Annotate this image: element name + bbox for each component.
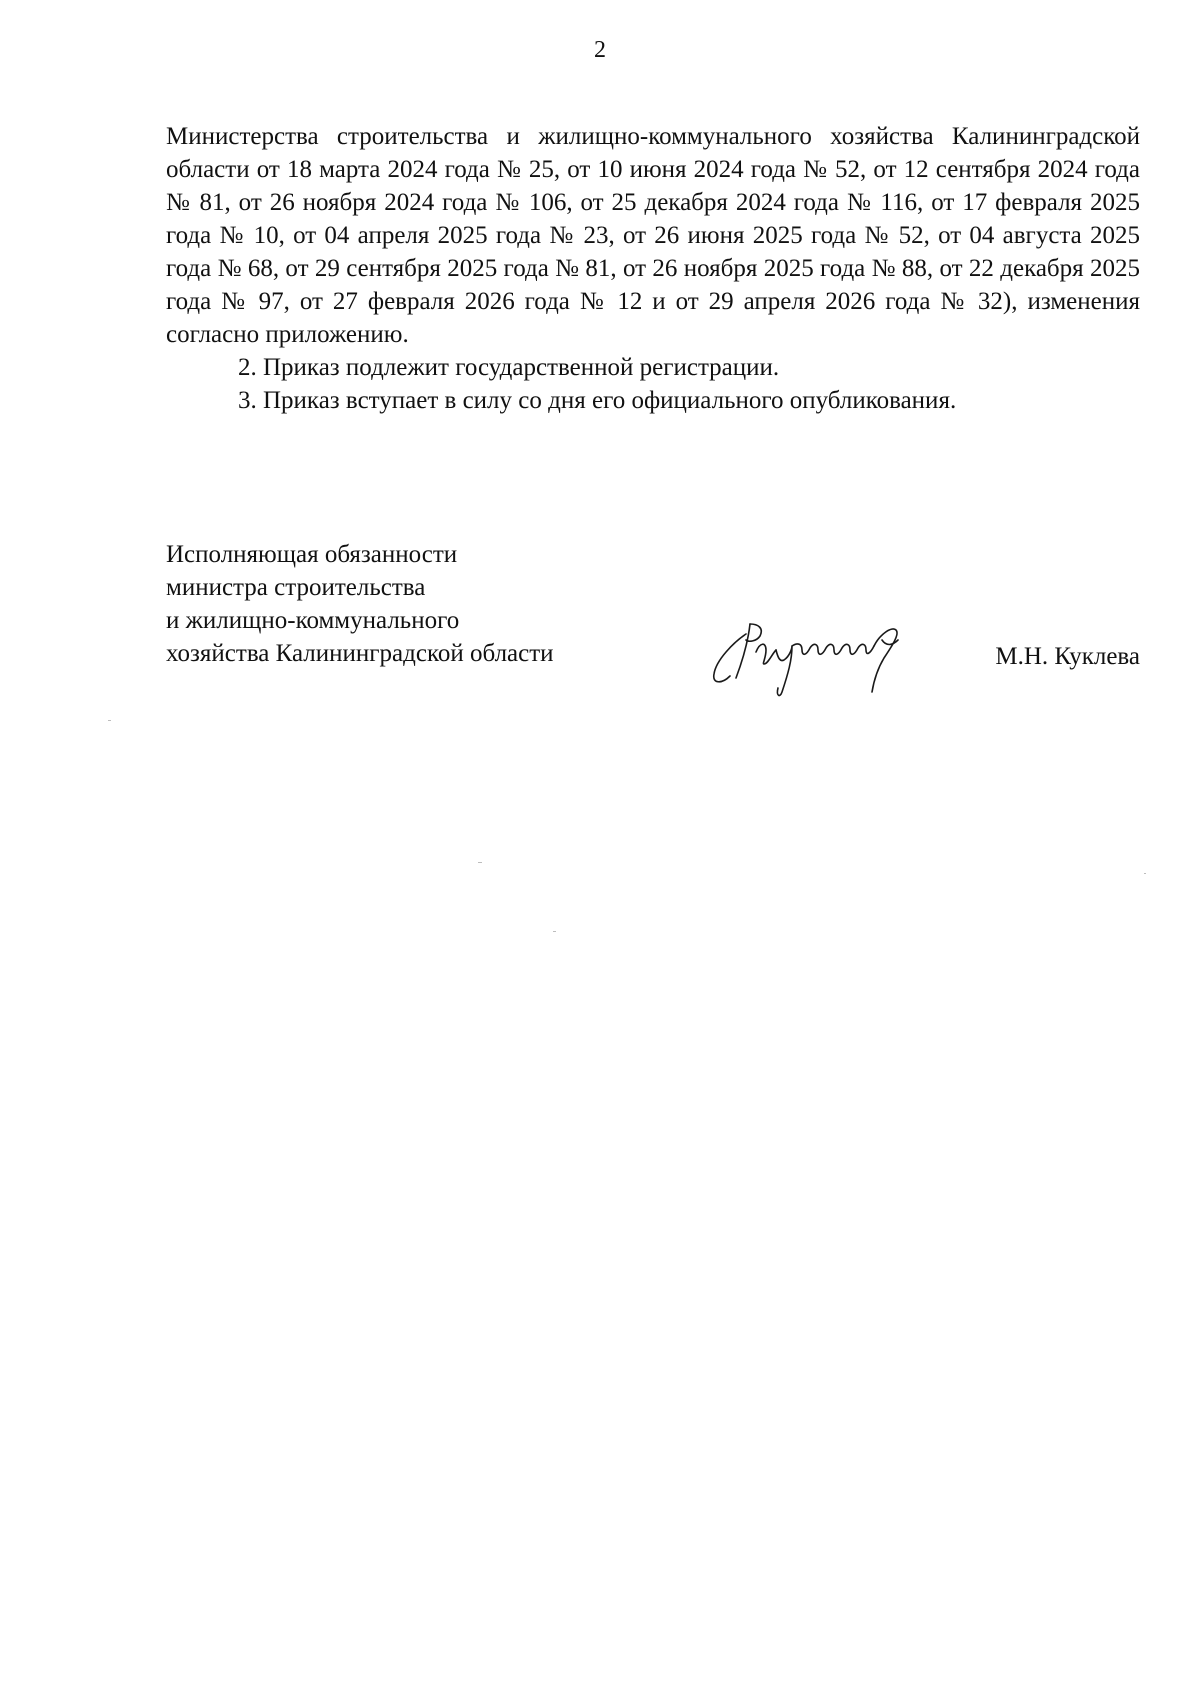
paragraph-item-3: 3. Приказ вступает в силу со дня его официального опубликования. bbox=[238, 387, 957, 414]
signatory-title-line: и жилищно-коммунального bbox=[166, 607, 460, 634]
paragraph-continuation: Министерства строительства и жилищно-коммунального хозяйства Калининградской области от 18 марта 2024 года № 25, от 10 июня 2024 года № 52, от 12 сентября 2024 года № 81, от 26 ноября 2024 года № 106, от 25 декабря 2024 года № 116, от 17 февраля 2025 года № 10, от 04 апреля 2025 года № 23, от 26 июня 2025 года № 52, от 04 августа 2025 года № 68, от 29 сентября 2025 года № 81, от 26 ноября 2025 года № 88, от 22 декабря 2025 года № 97, от 27 февраля 2026 года № 12 и от 29 апреля 2026 года № 32), изменения согласно приложению. bbox=[166, 123, 1140, 348]
signatory-title-line: хозяйства Калининградской области bbox=[166, 640, 554, 667]
page-number: 2 bbox=[594, 37, 606, 63]
handwritten-signature-icon bbox=[706, 612, 926, 702]
scan-artifact bbox=[553, 931, 556, 932]
scan-artifact bbox=[478, 862, 482, 863]
signatory-title-line: министра строительства bbox=[166, 574, 426, 601]
signatory-name: М.Н. Куклева bbox=[995, 643, 1140, 670]
document-body bbox=[166, 120, 1140, 417]
paragraph-item-2: 2. Приказ подлежит государственной регистрации. bbox=[238, 354, 780, 381]
scan-artifact bbox=[1144, 873, 1146, 874]
signatory-title-line: Исполняющая обязанности bbox=[166, 541, 458, 568]
signature-block bbox=[166, 538, 1140, 698]
signatory-title bbox=[166, 538, 554, 670]
scan-artifact bbox=[108, 720, 111, 721]
